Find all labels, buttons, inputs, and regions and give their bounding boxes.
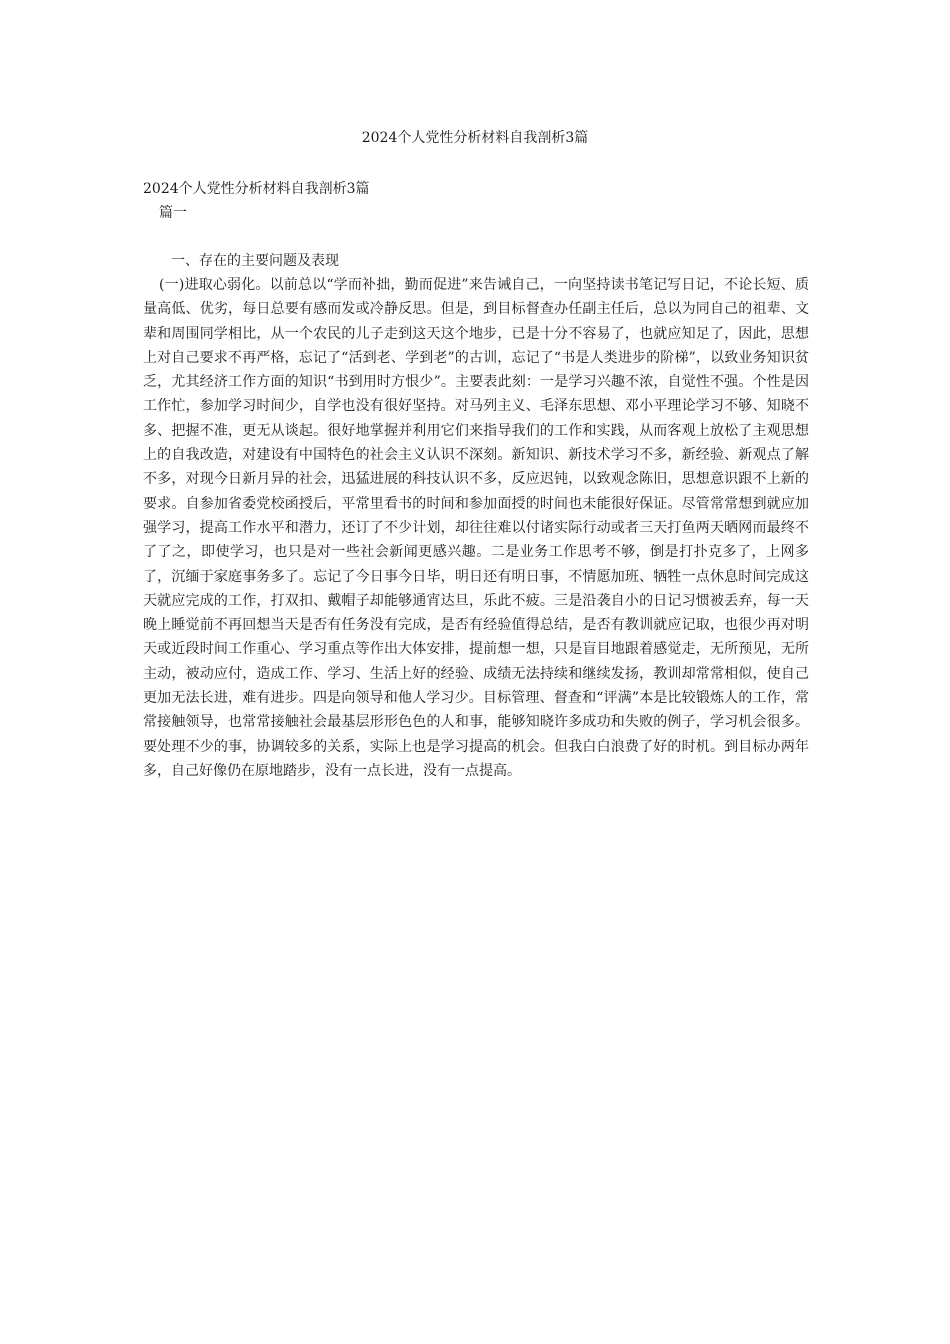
blank-line: [143, 225, 809, 249]
document-subtitle: 2024个人党性分析材料自我剖析3篇: [143, 181, 370, 197]
document-title: 2024个人党性分析材料自我剖析3篇: [361, 130, 589, 146]
document-body: [143, 177, 809, 783]
part-label: 篇一: [159, 205, 187, 221]
section-heading: 一、存在的主要问题及表现: [171, 253, 339, 269]
body-paragraph: (一)进取心弱化。以前总以“学而补拙，勤而促进”来告诫自己，一向坚持读书笔记写日记，不论长短、质量高低、优劣，每日总要有感而发或冷静反思。但是，到目标督查办任副主任后，总以为同自己的祖辈、文辈和周围同学相比，从一个农民的儿子走到这天这个地步，已是十分不容易了，也就应知足了，因此，思想上对自己要求不再严格，忘记了“活到老、学到老”的古训，忘记了“书是人类进步的阶梯”，以致业务知识贫乏，尤其经济工作方面的知识“书到用时方恨少”。主要表此刻：一是学习兴趣不浓，自觉性不强。个性是因工作忙，参加学习时间少，自学也没有很好坚持。对马列主义、毛泽东思想、邓小平理论学习不够、知晓不多、把握不准，更无从谈起。很好地掌握并利用它们来指导我们的工作和实践，从而客观上放松了主观思想上的自我改造，对建设有中国特色的社会主义认识不深刻。新知识、新技术学习不多，新经验、新观点了解不多，对现今日新月异的社会，迅猛进展的科技认识不多，反应迟钝，以致观念陈旧，思想意识跟不上新的要求。自参加省委党校函授后，平常里看书的时间和参加面授的时间也未能很好保证。尽管常常想到就应加强学习，提高工作水平和潜力，还订了不少计划，却往往难以付诸实际行动或者三天打鱼两天晒网而最终不了了之，即使学习，也只是对一些社会新闻更感兴趣。二是业务工作思考不够，倒是打扑克多了，上网多了，沉缅于家庭事务多了。忘记了今日事今日毕，明日还有明日事，不情愿加班、牺牲一点休息时间完成这天就应完成的工作，打双扣、戴帽子却能够通宵达旦，乐此不疲。三是沿袭自小的日记习惯被丢弃，每一天晚上睡觉前不再回想当天是否有任务没有完成，是否有经验值得总结，是否有教训就应记取，也很少再对明天或近段时间工作重心、学习重点等作出大体安排，提前想一想，只是盲目地跟着感觉走，无所预见，无所主动，被动应付，造成工作、学习、生活上好的经验、成绩无法持续和继续发扬，教训却常常相似，使自己更加无法长进，难有进步。四是向领导和他人学习少。目标管理、督查和“评满”本是比较锻炼人的工作，常常接触领导，也常常接触社会最基层形形色色的人和事，能够知晓许多成功和失败的例子，学习机会很多。要处理不少的事，协调较多的关系，实际上也是学习提高的机会。但我白白浪费了好的时机。到目标办两年多，自己好像仍在原地踏步，没有一点长进，没有一点提高。: [143, 277, 809, 779]
